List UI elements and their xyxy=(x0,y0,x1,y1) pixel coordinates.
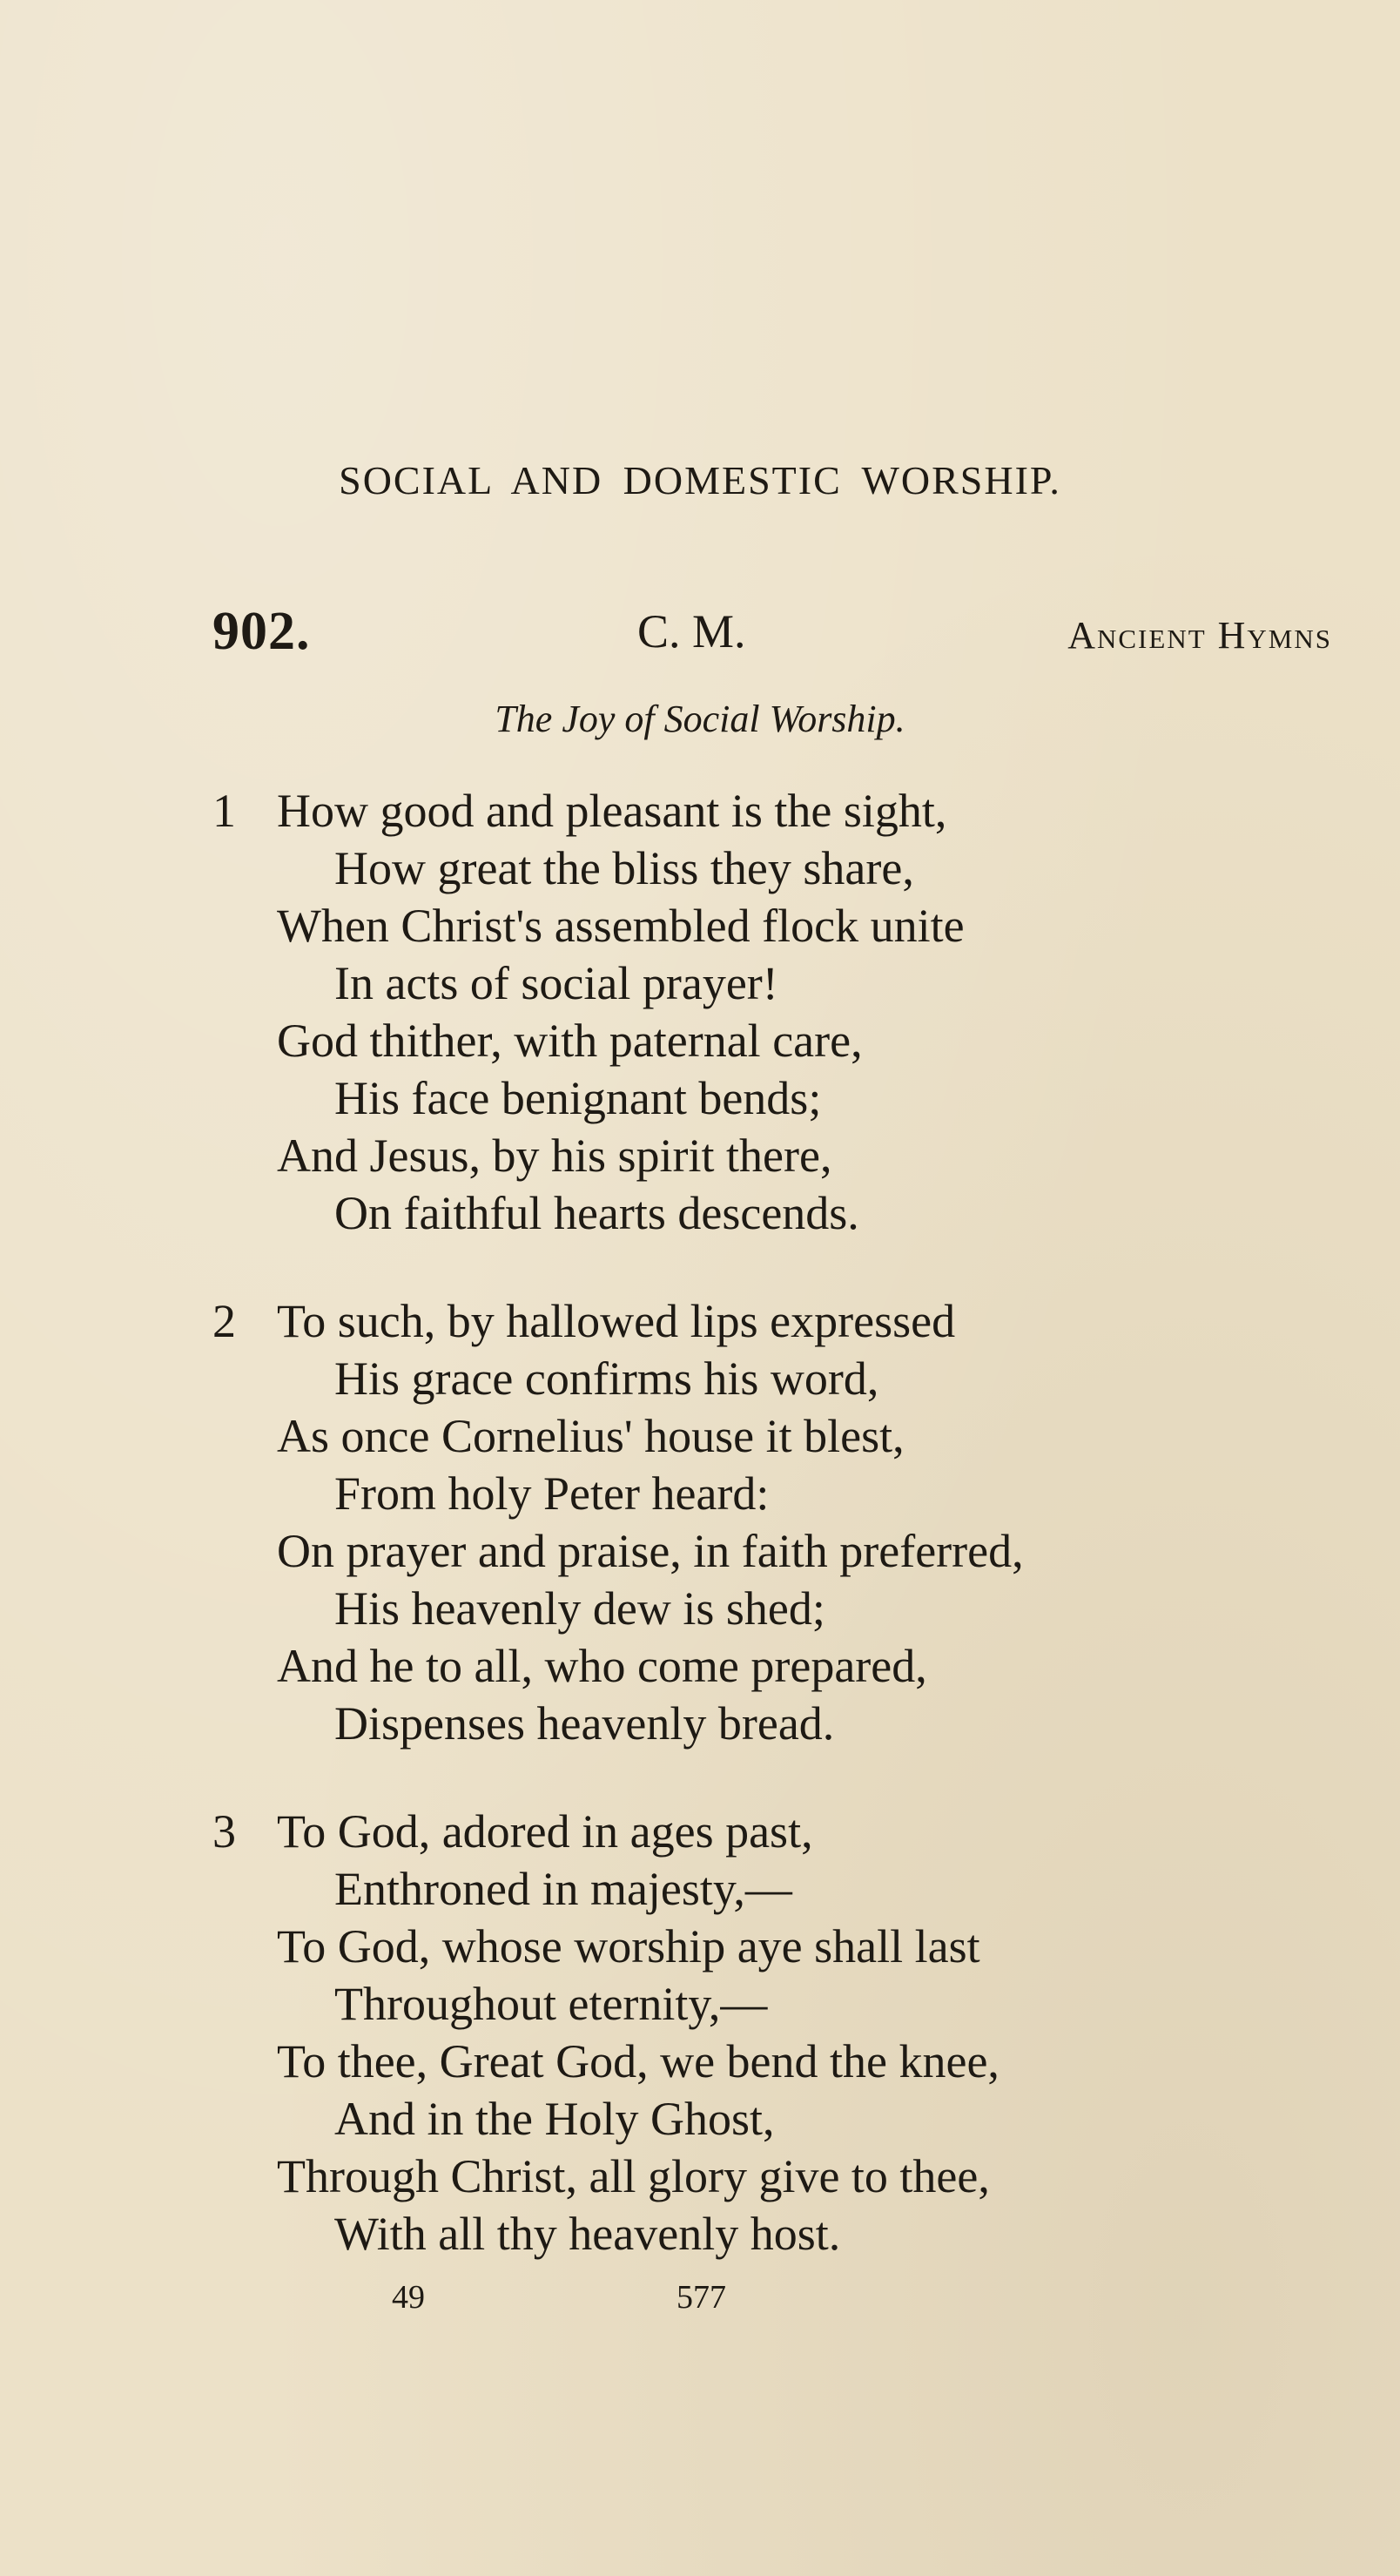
verse-line: When Christ's assembled flock unite xyxy=(277,900,965,952)
verse-line: To thee, Great God, we bend the knee, xyxy=(277,2035,1000,2087)
verse-line: How great the bliss they share, xyxy=(334,842,914,894)
stanza-lines xyxy=(277,1803,1000,2262)
verse-line: As once Cornelius' house it blest, xyxy=(277,1410,905,1462)
verse-line: Throughout eternity,— xyxy=(334,1978,768,2030)
hymn-header xyxy=(212,601,1332,662)
verse-line: With all thy heavenly host. xyxy=(334,2208,841,2260)
hymn-number: 902. xyxy=(212,602,311,661)
stanza-lines xyxy=(277,782,965,1242)
verse-line: Through Christ, all glory give to thee, xyxy=(277,2150,990,2202)
verse-line: In acts of social prayer! xyxy=(334,957,778,1009)
stanza-number: 3 xyxy=(212,1805,236,1858)
stanza-number: 2 xyxy=(212,1295,236,1347)
verse-line: And he to all, who come prepared, xyxy=(277,1640,927,1692)
verse-line: Enthroned in majesty,— xyxy=(334,1863,792,1915)
running-head: SOCIAL AND DOMESTIC WORSHIP. xyxy=(339,458,1061,502)
page-footer xyxy=(0,2278,1400,2322)
hymn-source: Ancient Hymns xyxy=(1067,614,1332,657)
verse-line: His face benignant bends; xyxy=(334,1072,822,1124)
verse-line: From holy Peter heard: xyxy=(334,1467,770,1520)
verse-line: God thither, with paternal care, xyxy=(277,1015,863,1067)
verse-line: On prayer and praise, in faith preferred, xyxy=(277,1525,1024,1577)
verse-line: His heavenly dew is shed; xyxy=(334,1582,825,1635)
verse-line: And in the Holy Ghost, xyxy=(334,2093,775,2145)
verse-line: And Jesus, by his spirit there, xyxy=(277,1130,832,1182)
stanza-lines xyxy=(277,1292,1024,1752)
verse-line: His grace confirms his word, xyxy=(334,1352,879,1405)
verse-line: To such, by hallowed lips expressed xyxy=(277,1295,956,1347)
page-number: 577 xyxy=(676,2279,726,2316)
hymn-meter: C. M. xyxy=(637,605,746,657)
verse-line: To God, adored in ages past, xyxy=(277,1805,813,1858)
signature-mark: 49 xyxy=(392,2279,425,2316)
verse-line: How good and pleasant is the sight, xyxy=(277,785,947,837)
hymn-title: The Joy of Social Worship. xyxy=(495,698,905,740)
verse-line: On faithful hearts descends. xyxy=(334,1187,859,1239)
verse-line: Dispenses heavenly bread. xyxy=(334,1697,835,1750)
stanza-number: 1 xyxy=(212,785,236,837)
verse-line: To God, whose worship aye shall last xyxy=(277,1920,980,1972)
